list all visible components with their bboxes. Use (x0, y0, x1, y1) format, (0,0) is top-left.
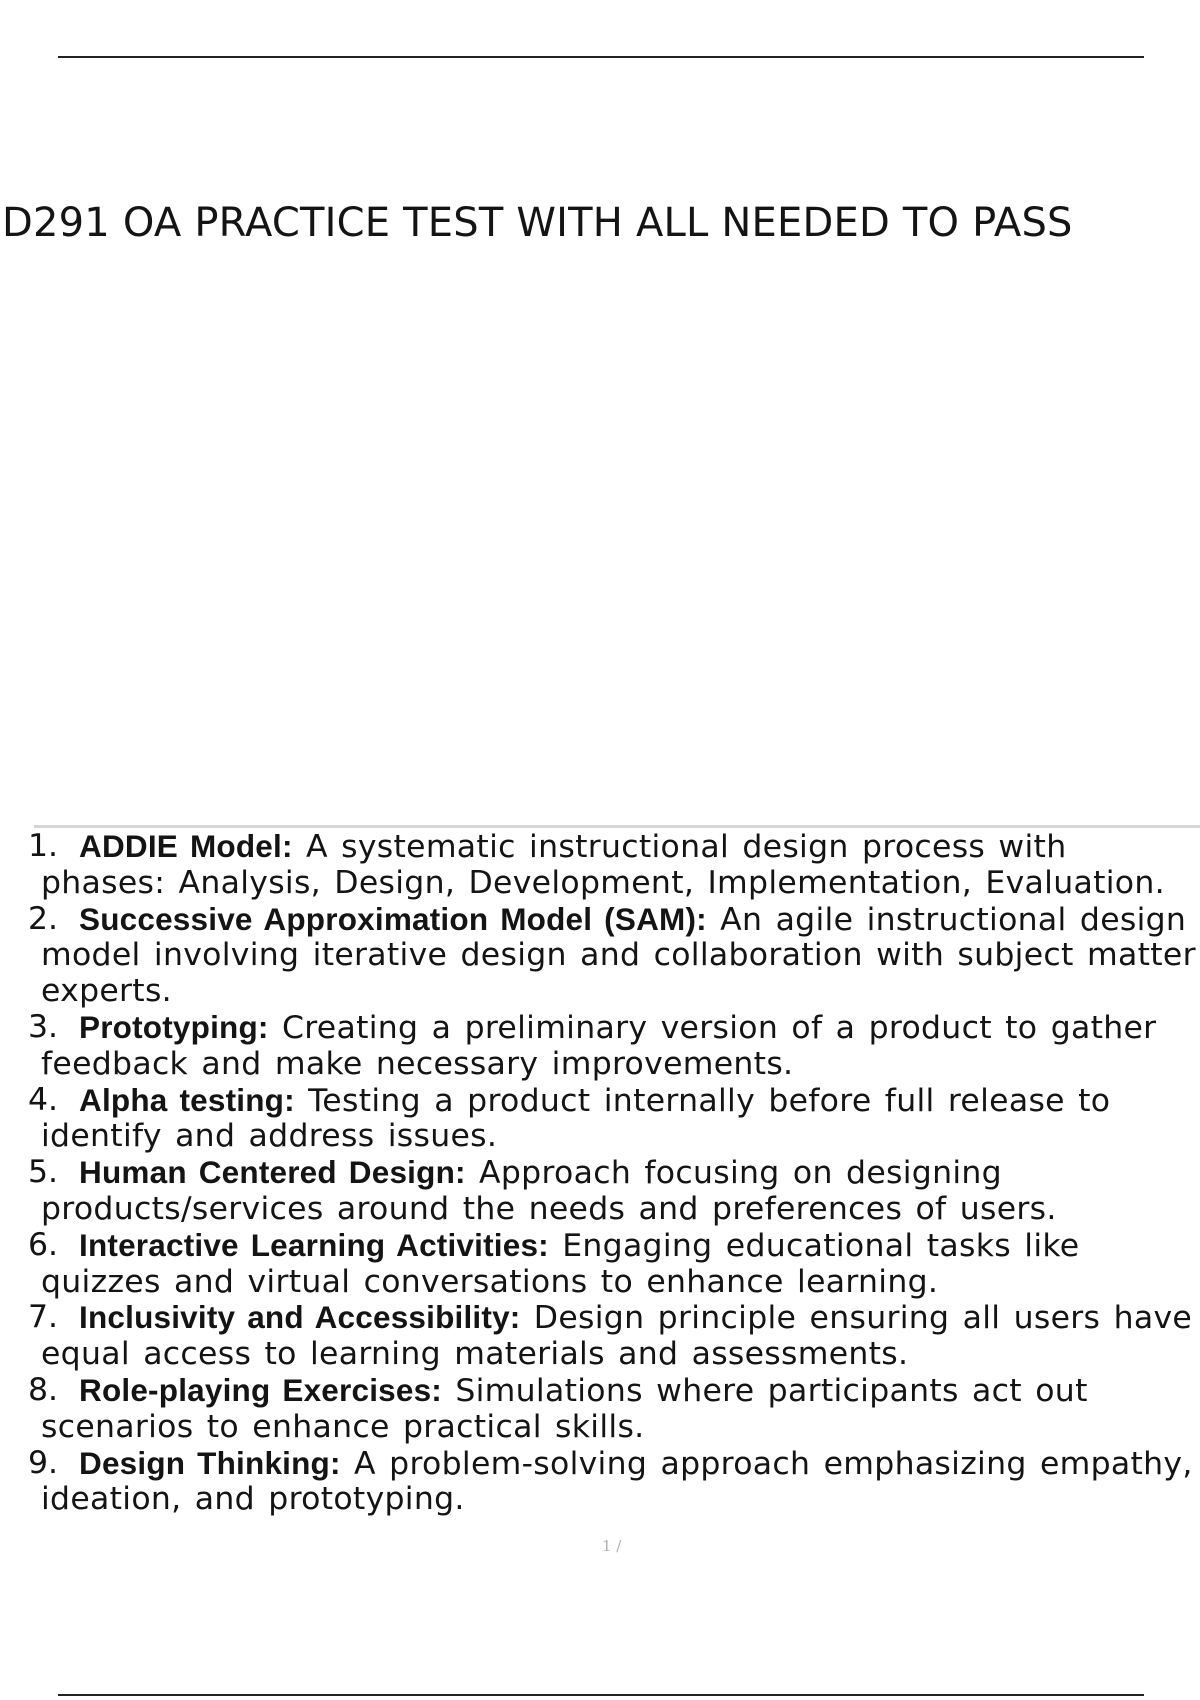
list-item (28, 1155, 1196, 1228)
item-definition: An agile instructional design model involving iterative design and collaboration with subject matter experts. (41, 901, 1196, 1010)
item-number: 1. (28, 828, 59, 864)
list-item (28, 1300, 1196, 1373)
list-item (28, 1446, 1196, 1519)
item-term: Interactive Learning Activities: (79, 1226, 549, 1263)
item-term: Design Thinking: (79, 1444, 341, 1481)
item-text (28, 1155, 1196, 1228)
page-number: 1 / (602, 1537, 622, 1555)
list-item (28, 1010, 1196, 1083)
item-number: 6. (28, 1226, 59, 1263)
item-term: Inclusivity and Accessibility: (79, 1299, 521, 1336)
item-number: 9. (28, 1444, 59, 1481)
item-definition: Design principle ensuring all users have equal access to learning materials and assessments. (41, 1300, 1193, 1373)
item-text (28, 1228, 1196, 1301)
bottom-rule (58, 1694, 1144, 1696)
list-item (28, 1228, 1196, 1301)
item-number: 5. (28, 1154, 59, 1191)
item-term: Prototyping: (79, 1008, 269, 1045)
term-list (28, 829, 1196, 1518)
item-text (28, 1373, 1196, 1446)
item-term: Human Centered Design: (79, 1154, 466, 1191)
item-text (28, 1446, 1196, 1519)
item-definition: Testing a product internally before full release to identify and address issues. (41, 1082, 1111, 1155)
item-number: 7. (28, 1299, 59, 1336)
list-item (28, 1373, 1196, 1446)
item-term: Role-playing Exercises: (79, 1371, 442, 1408)
item-number: 8. (28, 1371, 59, 1408)
item-definition: Creating a preliminary version of a product to gather feedback and make necessary improvements. (41, 1009, 1157, 1082)
item-definition: Approach focusing on designing products/services around the needs and preferences of users. (41, 1155, 1057, 1227)
item-number: 4. (28, 1081, 59, 1118)
item-definition: A systematic instructional design process with phases: Analysis, Design, Development, Implementation, Evaluation. (41, 829, 1165, 901)
item-definition: Simulations where participants act out scenarios to enhance practical skills. (41, 1372, 1088, 1445)
item-number: 2. (28, 900, 59, 937)
item-text (28, 1083, 1196, 1156)
document-title: D291 OA PRACTICE TEST WITH ALL NEEDED TO PASS (2, 200, 1073, 246)
list-item (28, 902, 1196, 1010)
item-text (28, 829, 1196, 902)
top-rule (58, 56, 1144, 58)
item-text (28, 1300, 1196, 1373)
item-term: Successive Approximation Model (SAM): (79, 900, 707, 937)
list-item (28, 1083, 1196, 1156)
item-definition: A problem-solving approach emphasizing empathy, ideation, and prototyping. (41, 1445, 1193, 1518)
item-term: Alpha testing: (79, 1081, 295, 1118)
item-definition: Engaging educational tasks like quizzes and virtual conversations to enhance learning. (41, 1227, 1080, 1300)
item-text (28, 902, 1196, 1010)
item-term: ADDIE Model: (79, 828, 293, 864)
item-number: 3. (28, 1008, 59, 1045)
item-text (28, 1010, 1196, 1083)
list-item (28, 829, 1196, 902)
